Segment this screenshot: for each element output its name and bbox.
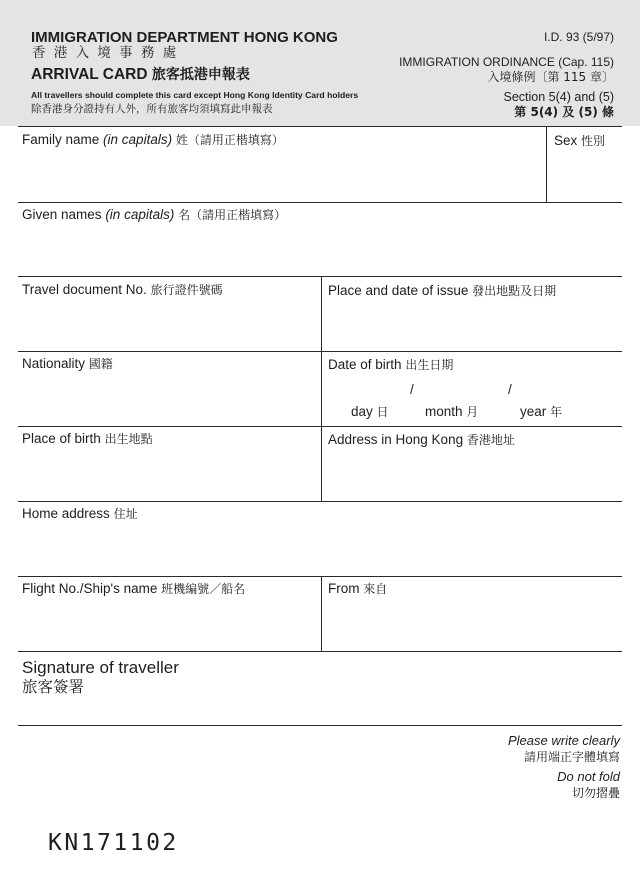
dob-day-label: day 日 (351, 404, 389, 419)
write-clearly-note-zh: 請用端正字體填寫 (523, 750, 620, 764)
nationality-label: Nationality 國籍 (22, 356, 113, 371)
travel-document-label: Travel document No. 旅行證件號碼 (22, 282, 223, 297)
card-title-zh: 旅客抵港申報表 (151, 67, 250, 83)
rule-family (18, 202, 622, 203)
department-name: IMMIGRATION DEPARTMENT HONG KONG (31, 29, 338, 46)
rule-middle-divider (321, 276, 322, 501)
do-not-fold-note-zh: 切勿摺疊 (571, 786, 620, 800)
form-id: I.D. 93 (5/97) (543, 30, 614, 44)
signature-label-zh: 旅客簽署 (22, 678, 85, 696)
card-title (31, 67, 250, 83)
rule-given (18, 276, 622, 277)
dob-separator-2: / (508, 382, 512, 397)
serial-number: KN171102 (48, 830, 179, 856)
write-clearly-note: Please write clearly (508, 733, 620, 748)
dob-month-label: month 月 (425, 404, 479, 419)
date-of-birth-label: Date of birth 出生日期 (328, 357, 454, 372)
hk-address-label: Address in Hong Kong 香港地址 (328, 432, 515, 447)
ordinance-zh: 入境條例〔第 115 章〕 (487, 70, 614, 84)
rule-sex-divider (546, 126, 547, 202)
given-names-label: Given names (in capitals) 名（請用正楷填寫） (22, 207, 287, 222)
department-name-zh: 香 港 入 境 事 務 處 (32, 45, 179, 61)
place-date-issue-label: Place and date of issue 發出地點及日期 (328, 283, 557, 298)
rule-flight (18, 651, 622, 652)
card-title-en: ARRIVAL CARD (31, 66, 148, 83)
place-of-birth-label: Place of birth 出生地點 (22, 431, 153, 446)
home-address-label: Home address 住址 (22, 506, 138, 521)
family-name-label: Family name (in capitals) 姓（請用正楷填寫） (22, 132, 284, 147)
rule-signature (18, 725, 622, 726)
rule-nationality (18, 426, 622, 427)
signature-label: Signature of traveller (22, 658, 179, 677)
dob-separator-1: / (410, 382, 414, 397)
dob-year-label: year 年 (520, 404, 563, 419)
section-zh: 第 5(4) 及 (5) 條 (514, 105, 614, 119)
ordinance-en: IMMIGRATION ORDINANCE (Cap. 115) (399, 55, 614, 69)
from-label: From 來自 (328, 581, 388, 596)
rule-top (18, 126, 622, 127)
rule-travel (18, 351, 622, 352)
rule-birthplace (18, 501, 622, 502)
instruction-en: All travellers should complete this card except Hong Kong Identity Card holders (31, 90, 359, 100)
section-en: Section 5(4) and (5) (503, 90, 614, 104)
do-not-fold-note: Do not fold (557, 769, 620, 784)
sex-label: Sex 性別 (554, 133, 606, 148)
rule-home (18, 576, 622, 577)
rule-flight-divider (321, 576, 322, 651)
flight-ship-label: Flight No./Ship's name 班機編號／船名 (22, 581, 246, 596)
instruction-zh: 除香港身分證持有人外，所有旅客均須填寫此申報表 (31, 103, 273, 115)
